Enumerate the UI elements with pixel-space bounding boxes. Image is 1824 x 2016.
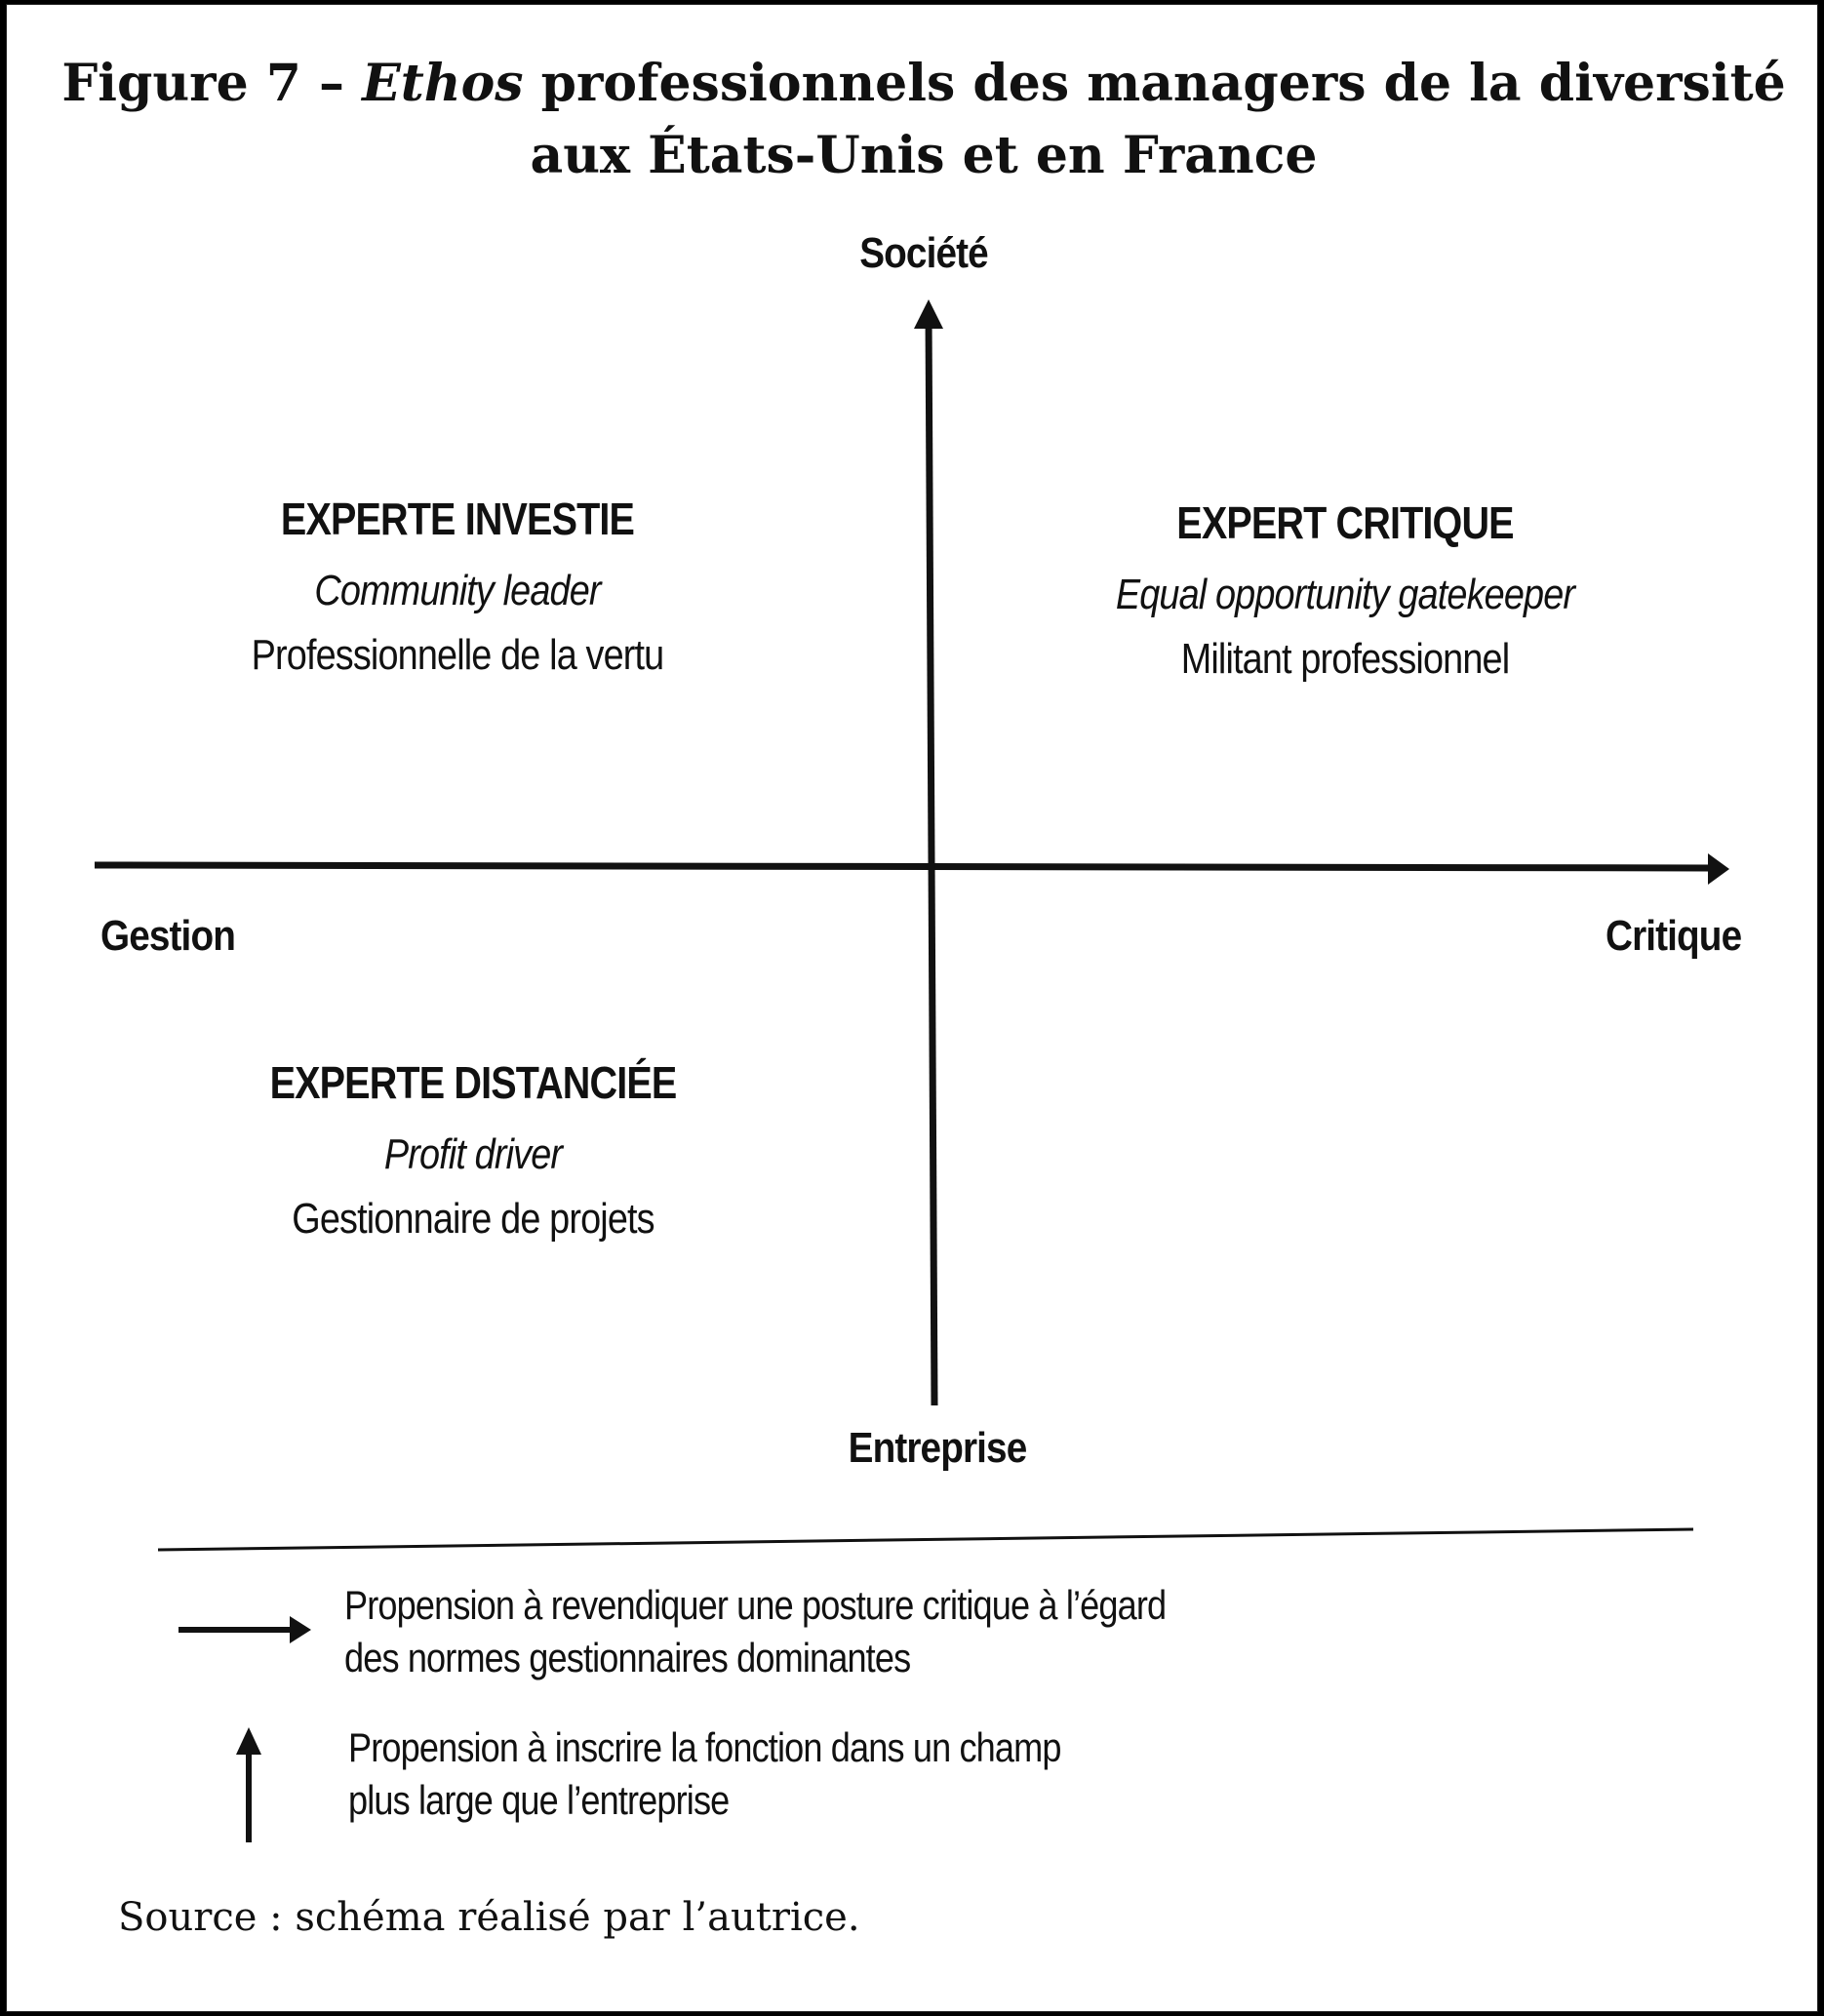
quadrant-title: EXPERTE DISTANCIÉE xyxy=(269,1057,677,1108)
axis-label-top: Société xyxy=(859,229,988,277)
vertical-axis-arrowhead xyxy=(914,299,943,329)
quadrant-title: EXPERTE INVESTIE xyxy=(280,494,635,544)
figure-title-line2: aux États-Unis et en France xyxy=(530,126,1318,185)
horizontal-axis xyxy=(95,865,1714,868)
legend-horizontal-arrowhead xyxy=(290,1616,311,1643)
diagram-axes xyxy=(7,5,1819,2013)
figure-title-line1: Figure 7 – Ethos professionnels des managers de la diversité xyxy=(61,54,1786,113)
quadrant-english-label: Profit driver xyxy=(383,1130,563,1178)
quadrant-top-left xyxy=(218,493,697,680)
axis-label-left: Gestion xyxy=(100,912,235,960)
legend-vertical-description: Propension à inscrire la fonction dans un champ plus large que l’entreprise xyxy=(348,1724,1061,1823)
legend-horizontal-description: Propension à revendiquer une posture critique à l’égard des normes gestionnaires dominantes xyxy=(344,1582,1167,1680)
quadrant-english-label: Community leader xyxy=(314,567,601,614)
axis-label-bottom: Entreprise xyxy=(848,1424,1027,1472)
quadrant-french-label: Professionnelle de la vertu xyxy=(251,631,664,679)
quadrant-top-right xyxy=(1079,496,1612,684)
source-note: Source : schéma réalisé par l’autrice. xyxy=(118,1895,860,1940)
quadrant-english-label: Equal opportunity gatekeeper xyxy=(1115,571,1575,618)
legend-separator xyxy=(158,1529,1693,1550)
legend-vertical-arrowhead xyxy=(236,1727,261,1755)
axis-label-right: Critique xyxy=(1605,912,1741,960)
horizontal-axis-arrowhead xyxy=(1708,853,1729,885)
quadrant-french-label: Militant professionnel xyxy=(1180,635,1510,683)
quadrant-french-label: Gestionnaire de projets xyxy=(292,1195,654,1243)
figure-page xyxy=(6,4,1818,2012)
quadrant-bottom-left xyxy=(237,1056,710,1244)
quadrant-title: EXPERT CRITIQUE xyxy=(1176,497,1514,548)
vertical-axis xyxy=(929,315,934,1405)
